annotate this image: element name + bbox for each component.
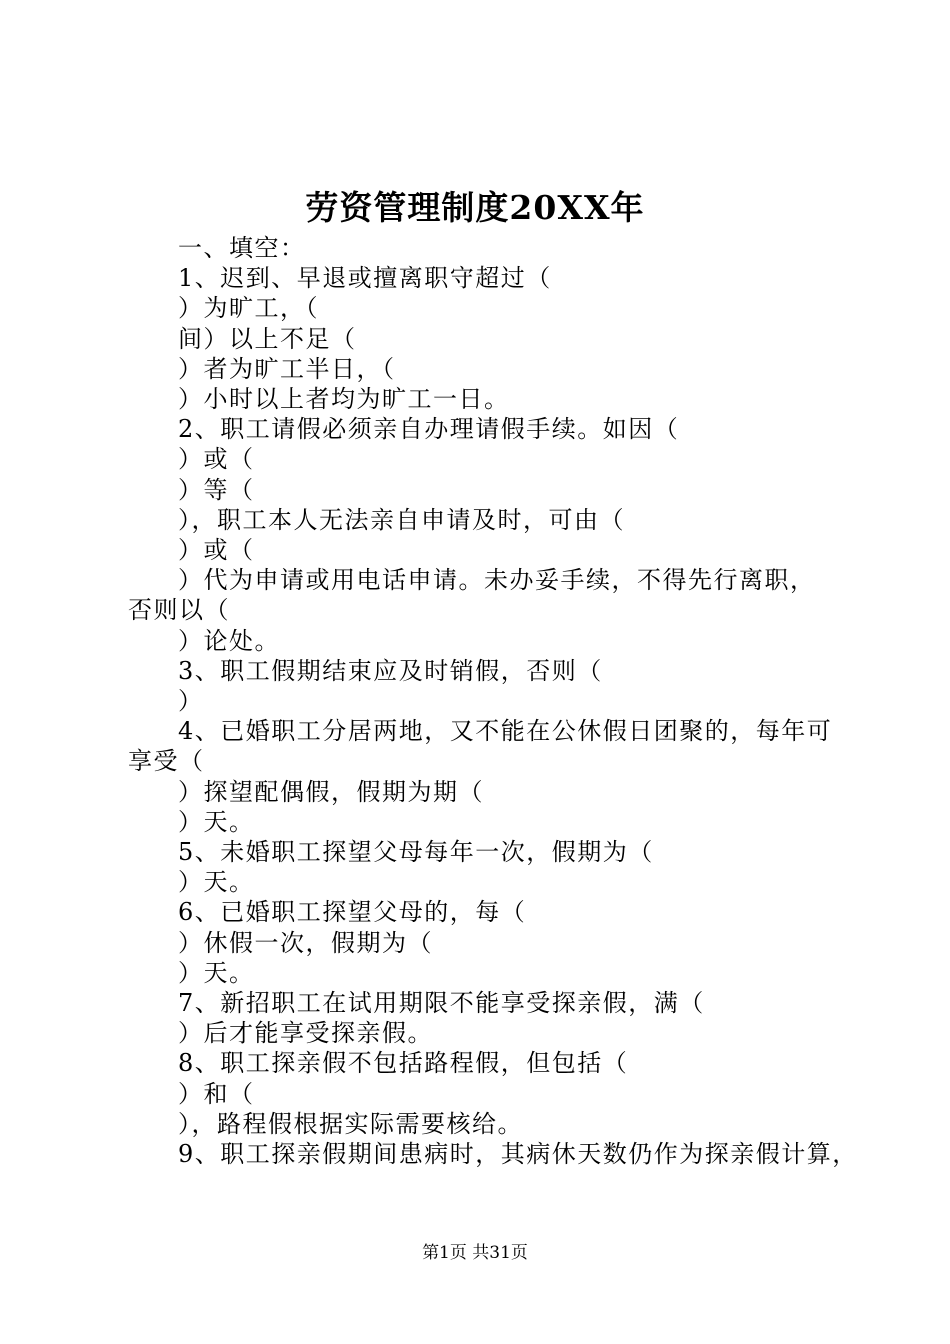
text-line: ）天。 — [178, 807, 255, 836]
document-title: 劳资管理制度20XX年 — [305, 188, 645, 227]
text-line: 5、未婚职工探望父母每年一次，假期为（ — [178, 838, 654, 867]
text-line: 3、职工假期结束应及时销假，否则（ — [178, 656, 603, 685]
text-line: ），职工本人无法亲自申请及时，可由（ — [178, 505, 625, 534]
text-line: 2、职工请假必须亲自办理请假手续。如因（ — [178, 415, 680, 444]
text-line: 9、职工探亲假期间患病时，其病休天数仍作为探亲假计算， — [178, 1140, 858, 1169]
text-line: ）论处。 — [178, 626, 280, 655]
text-line: ），路程假根据实际需要核给。 — [178, 1109, 523, 1138]
document-body — [128, 233, 858, 1169]
text-line: ）等（ — [178, 475, 255, 504]
text-line: ）或（ — [178, 536, 255, 565]
text-line: 否则以（ — [128, 596, 230, 625]
text-line: ） — [178, 687, 204, 716]
text-line: 享受（ — [128, 747, 205, 776]
text-line: 8、职工探亲假不包括路程假，但包括（ — [178, 1049, 629, 1078]
text-line: ）或（ — [178, 445, 255, 474]
text-line: 1、迟到、早退或擅离职守超过（ — [178, 264, 552, 293]
page-footer: 第1页 共31页 — [422, 1243, 528, 1263]
text-line: ）探望配偶假，假期为期（ — [178, 777, 484, 806]
text-line: 一、填空： — [178, 234, 306, 262]
text-line: ）和（ — [178, 1079, 255, 1108]
text-line: ）天。 — [178, 958, 255, 987]
text-line: 6、已婚职工探望父母的，每（ — [178, 898, 527, 927]
text-line: 4、已婚职工分居两地，又不能在公休假日团聚的，每年可 — [178, 717, 833, 746]
text-line: ）为旷工，（ — [178, 294, 319, 323]
text-line: ）后才能享受探亲假。 — [178, 1019, 433, 1048]
text-line: 7、新招职工在试用期限不能享受探亲假，满（ — [178, 989, 705, 1018]
text-line: ）者为旷工半日，（ — [178, 354, 396, 383]
text-line: ）休假一次，假期为（ — [178, 928, 433, 957]
text-line: ）小时以上者均为旷工一日。 — [178, 385, 510, 414]
text-line: 间）以上不足（ — [178, 324, 357, 353]
text-line: ）天。 — [178, 868, 255, 897]
text-line: ）代为申请或用电话申请。未办妥手续，不得先行离职， — [178, 566, 816, 595]
